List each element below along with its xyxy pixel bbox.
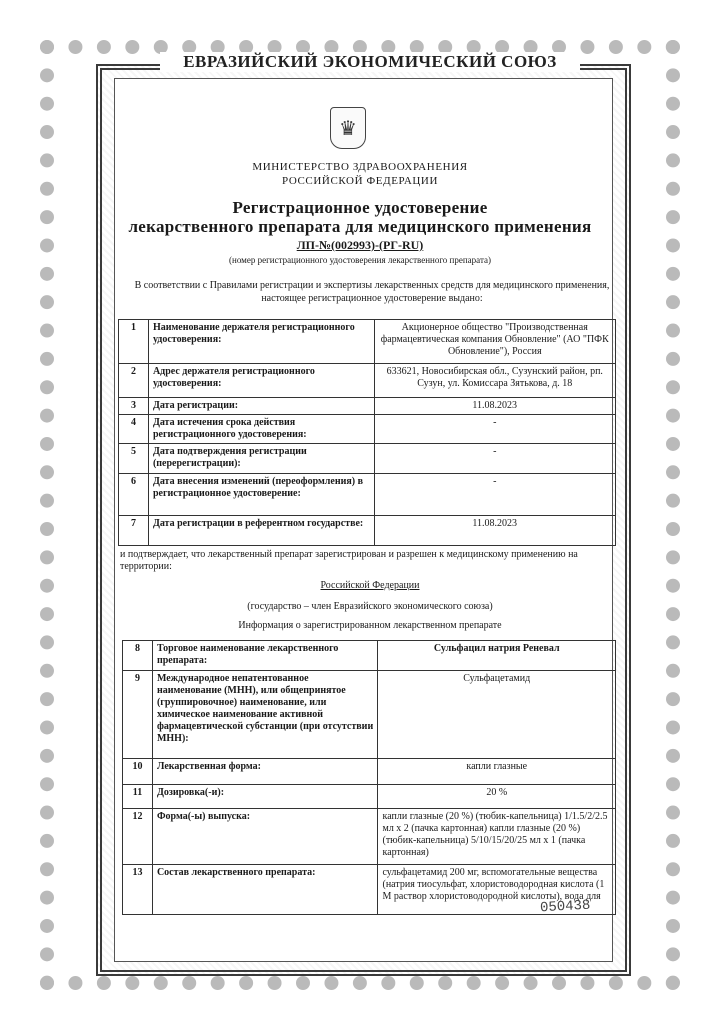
row-value: 11.08.2023 [374,398,616,415]
table-row [119,474,616,516]
table-row [119,364,616,398]
row-value: 11.08.2023 [374,516,616,546]
row-label: Дата подтверждения регистрации (перерегистрации): [148,444,374,474]
row-number: 1 [119,320,149,364]
row-label: Дата регистрации: [148,398,374,415]
registration-number: ЛП-№(002993)-(РГ-RU) [296,238,424,252]
country-caption: (государство – член Евразийского экономического союза) [247,601,493,612]
ministry-line-1: МИНИСТЕРСТВО ЗДРАВООХРАНЕНИЯ [252,161,468,173]
row-label: Дата внесения изменений (переоформления) в регистрационное удостоверение: [148,474,374,516]
row-number: 5 [119,444,149,474]
row-label: Дозировка(-и): [152,785,378,809]
row-value: 20 % [378,785,616,809]
row-number: 6 [119,474,149,516]
table-row [119,398,616,415]
row-label: Адрес держателя регистрационного удостоверения: [148,364,374,398]
product-info-table [122,640,616,915]
product-info-heading: Информация о зарегистрированном лекарственном препарате [238,620,502,631]
row-number: 13 [123,865,153,915]
table-row [123,641,616,671]
row-label: Лекарственная форма: [152,759,378,785]
table-row [123,785,616,809]
row-value: капли глазные (20 %) (тюбик-капельница) 1/1.5/2/2.5 мл х 2 (пачка картонная) капли глазные (20 %) (тюбик-капельница) 5/10/15/20/25 мл х 1 (пачка картонная) [378,809,616,865]
table-row [119,516,616,546]
row-value: капли глазные [378,759,616,785]
table-row [123,759,616,785]
coat-of-arms-icon: ♛ [330,107,366,149]
holder-info-table [118,319,616,546]
table-row [119,415,616,444]
row-value: Сульфацетамид [378,671,616,759]
row-label: Состав лекарственного препарата: [152,865,378,915]
intro-paragraph: В соответствии с Правилами регистрации и экспертизы лекарственных средств для медицинского применения, настоящее регистрационное удостоверение выдано: [134,280,610,304]
row-label: Наименование держателя регистрационного удостоверения: [148,320,374,364]
registration-number-caption: (номер регистрационного удостоверения лекарственного препарата) [229,255,491,265]
row-number: 8 [123,641,153,671]
form-serial-number: 050438 [539,897,591,917]
row-label: Дата истечения срока действия регистрационного удостоверения: [148,415,374,444]
table-row [119,444,616,474]
union-header: ЕВРАЗИЙСКИЙ ЭКОНОМИЧЕСКИЙ СОЮЗ [160,52,580,72]
table-row [119,320,616,364]
title-line-1: Регистрационное удостоверение [232,198,488,217]
row-number: 4 [119,415,149,444]
row-label: Форма(-ы) выпуска: [152,809,378,865]
confirmation-text: и подтверждает, что лекарственный препарат зарегистрирован и разрешен к медицинскому применению на территории: [120,549,578,572]
title-line-2: лекарственного препарата для медицинского применения [128,217,592,236]
row-number: 10 [123,759,153,785]
row-value: - [374,474,616,516]
table-row [123,671,616,759]
row-number: 3 [119,398,149,415]
row-number: 11 [123,785,153,809]
row-label: Дата регистрации в референтном государстве: [148,516,374,546]
table-row [123,809,616,865]
row-number: 9 [123,671,153,759]
row-label: Торговое наименование лекарственного препарата: [152,641,378,671]
row-value: Сульфацил натрия Реневал [378,641,616,671]
row-number: 12 [123,809,153,865]
row-value: Акционерное общество "Производственная фармацевтическая компания Обновление" (АО "ПФК Обновление"), Россия [374,320,616,364]
ministry-name [200,160,520,188]
row-label: Международное непатентованное наименование (МНН), или общепринятое (группировочное) наименование, или химическое наименование активной фармацевтической субстанции (при отсутствии МНН): [152,671,378,759]
row-value: сульфацетамид 200 мг, вспомогательные вещества (натрия тиосульфат, хлористоводородная кислота (1 М раствор хлористоводородной кислоты), вода для [378,865,616,915]
document-title [120,198,600,236]
row-value: - [374,444,616,474]
row-number: 2 [119,364,149,398]
ministry-line-2: РОССИЙСКОЙ ФЕДЕРАЦИИ [281,175,439,187]
row-value: - [374,415,616,444]
row-number: 7 [119,516,149,546]
country-name: Российской Федерации [320,580,420,591]
row-value: 633621, Новосибирская обл., Сузунский район, рп. Сузун, ул. Комиссара Зятькова, д. 18 [374,364,616,398]
